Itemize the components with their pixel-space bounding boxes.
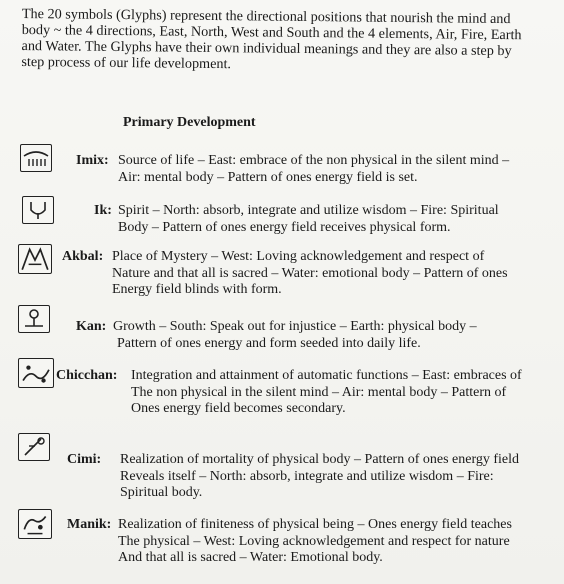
glyph-description [113, 319, 477, 352]
description-line: Reveals itself – North: absorb, integrate and utilize wisdom – Fire: [120, 468, 494, 484]
imix-glyph-icon [20, 144, 52, 172]
glyph-description [118, 203, 499, 236]
glyph-description [120, 452, 519, 502]
description-line: Growth – South: Speak out for injustice – Earth: physical body – [113, 319, 477, 334]
description-line: Source of life – East: embrace of the non physical in the silent mind – [118, 153, 510, 168]
chicchan-glyph-icon [18, 358, 54, 388]
glyph-description [131, 368, 522, 418]
description-line: Realization of mortality of physical body – Pattern of ones energy field [120, 452, 520, 467]
description-line: Integration and attainment of automatic functions – East: embraces of [131, 368, 522, 383]
ik-glyph-icon [22, 196, 54, 224]
description-line: Place of Mystery – West: Loving acknowledgement and respect of [112, 249, 485, 264]
intro-paragraph [21, 6, 552, 76]
intro-line: and Water. The Glyphs have their own individual meanings and they are also a step by [21, 37, 512, 60]
description-line: The physical – West: Loving acknowledgement and respect for nature [118, 533, 510, 549]
glyph-name: Chicchan: [56, 368, 118, 383]
glyph-name: Akbal: [62, 249, 104, 264]
kan-glyph-icon [18, 305, 50, 333]
section-heading: Primary Development [123, 115, 256, 130]
description-line: Realization of finiteness of physical being – Ones energy field teaches [118, 517, 512, 532]
intro-line: step process of our life development. [21, 53, 232, 73]
description-line: Air: mental body – Pattern of ones energy field is set. [118, 169, 418, 185]
glyph-name: Kan: [76, 319, 107, 334]
description-line: Nature and that all is sacred – Water: emotional body – Pattern of ones [112, 265, 508, 281]
description-line: Pattern of ones energy and form seeded into daily life. [117, 335, 421, 351]
description-line: Spirit – North: absorb, integrate and utilize wisdom – Fire: Spiritual [118, 203, 499, 218]
glyph-description [118, 517, 512, 567]
intro-line: The 20 symbols (Glyphs) represent the directional positions that nourish the mind and [21, 6, 511, 28]
description-line: Ones energy field becomes secondary. [131, 401, 346, 416]
akbal-glyph-icon [18, 244, 52, 274]
description-line: Body – Pattern of ones energy field receives physical form. [118, 219, 451, 235]
glyph-name: Cimi: [67, 452, 102, 467]
description-line: And that all is sacred – Water: Emotional body. [118, 550, 383, 565]
description-line: Spiritual body. [120, 485, 203, 500]
glyph-name: Manik: [67, 517, 112, 532]
intro-line: body ~ the 4 directions, East, North, West and South and the 4 elements, Air, Fire, Earth [21, 21, 522, 44]
description-line: The non physical in the silent mind – Air: mental body – Pattern of [131, 384, 507, 400]
glyph-description [118, 153, 509, 186]
cimi-glyph-icon [18, 433, 50, 461]
manik-glyph-icon [18, 509, 52, 539]
glyph-name: Ik: [94, 203, 112, 218]
description-line: Energy field blinds with form. [112, 282, 282, 297]
glyph-name: Imix: [76, 153, 109, 168]
glyph-description [112, 249, 508, 299]
